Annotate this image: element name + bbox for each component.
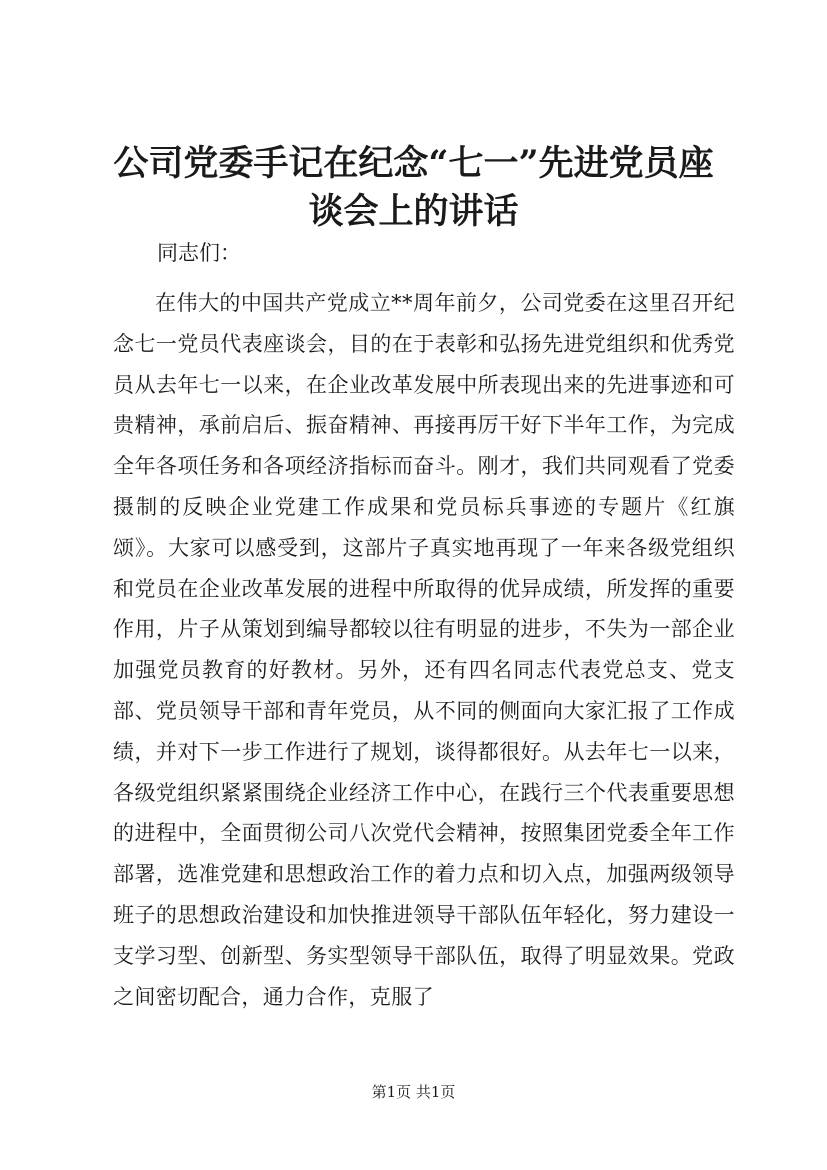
page-footer: 第1页 共1页 — [371, 1083, 456, 1101]
salutation: 同志们： — [157, 241, 241, 265]
body-paragraph: 在伟大的中国共产党成立**周年前夕，公司党委在这里召开纪念七一党员代表座谈会，目的在于表彰和弘扬先进党组织和优秀党员从去年七一以来，在企业改革发展中所表现出来的先进事迹和可贵精神，承前启后、振奋精神、再接再厉干好下半年工作，为完成全年各项任务和各项经济指标而奋斗。刚才，我们共同观看了党委摄制的反映企业党建工作成果和党员标兵事迹的专题片《红旗颂》。大家可以感受到，这部片子真实地再现了一年来各级党组织和党员在企业改革发展的进程中所取得的优异成绩，所发挥的重要作用，片子从策划到编导都较以往有明显的进步，不失为一部企业加强党员教育的好教材。另外，还有四名同志代表党总支、党支部、党员领导干部和青年党员，从不同的侧面向大家汇报了工作成绩，并对下一步工作进行了规划，谈得都很好。从去年七一以来，各级党组织紧紧围绕企业经济工作中心，在践行三个代表重要思想的进程中，全面贯彻公司八次党代会精神，按照集团党委全年工作部署，选准党建和思想政治工作的着力点和切入点，加强两级领导班子的思想政治建设和加快推进领导干部队伍年轻化，努力建设一支学习型、创新型、务实型领导干部队伍，取得了明显效果。党政之间密切配合，通力合作，克服了 — [113, 291, 735, 1009]
document-title: 公司党委手记在纪念“七一”先进党员座谈会上的讲话 — [113, 143, 714, 232]
